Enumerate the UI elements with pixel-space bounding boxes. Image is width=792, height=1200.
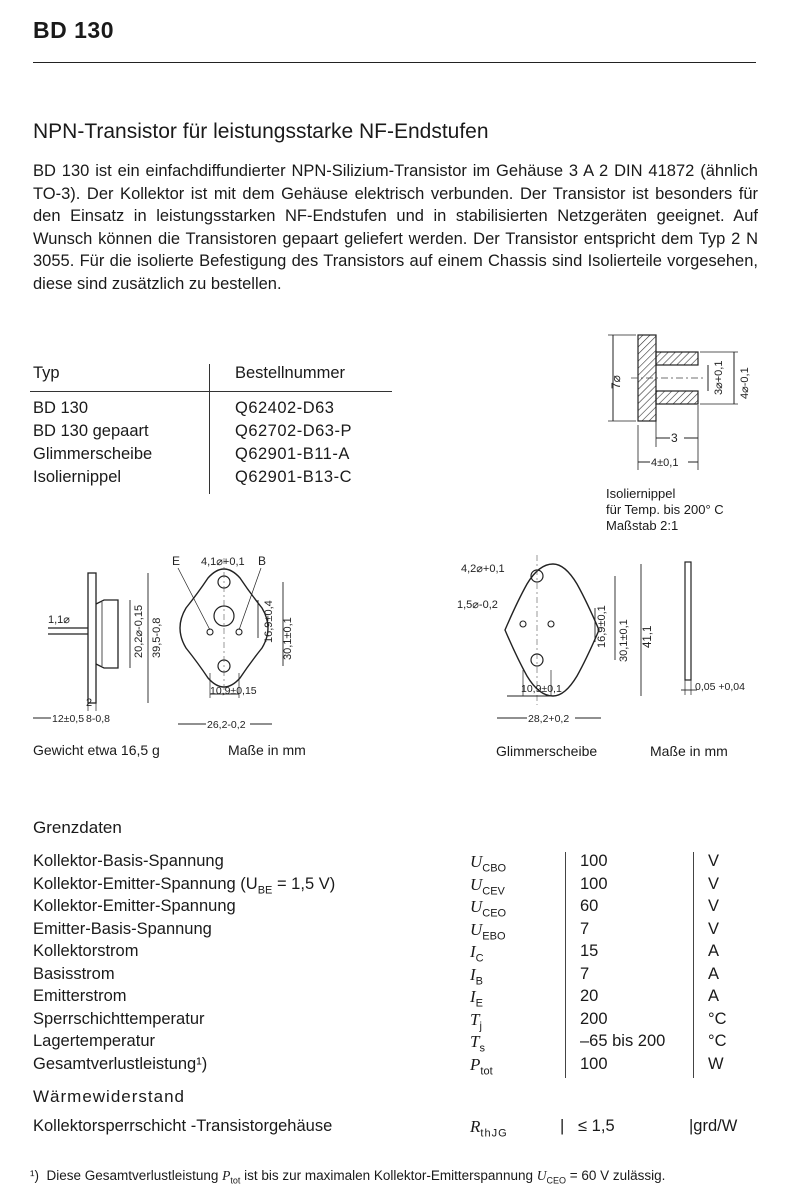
- limit-unit: W: [708, 1054, 724, 1073]
- footnote-text: Diese Gesamtverlustleistung: [46, 1168, 223, 1183]
- nipple-caption: [606, 486, 724, 534]
- limits-row: [0, 875, 792, 898]
- limit-value: 7: [580, 964, 590, 983]
- limit-symbol: $P_{tot}$: [470, 1054, 493, 1077]
- limit-name: Kollektor-Emitter-Spannung ($U_{BE} = 1,5$ V): [33, 874, 336, 896]
- order-table-type-header: Typ: [33, 364, 60, 382]
- nipple-flange-width-label: 3: [671, 431, 678, 445]
- limit-symbol: $U_{CEV}$: [470, 874, 505, 897]
- footnote: [30, 1168, 760, 1189]
- nipple-sleeve-top: [656, 352, 698, 365]
- mica-pin-spacing-label: 16,9±0,1: [596, 605, 608, 648]
- limits-row: [0, 965, 792, 988]
- footnote-text: = 60 V zulässig.: [566, 1168, 666, 1183]
- limit-unit: °C: [708, 1032, 727, 1050]
- limits-row: [0, 1010, 792, 1033]
- mica-washer-drawing: [455, 550, 765, 735]
- limit-unit: A: [708, 987, 720, 1005]
- mica-hole-label: 4,2⌀+0,1: [461, 563, 505, 575]
- order-type-cell: Isoliernippel: [33, 468, 122, 486]
- limits-row: [0, 942, 792, 965]
- footnote-symbol: U: [536, 1168, 547, 1183]
- pin-diameter-label: 1,1⌀: [48, 614, 70, 626]
- limit-unit: V: [708, 874, 720, 893]
- nipple-sleeve-bottom: [656, 391, 698, 404]
- limit-name: Gesamtverlustleistung¹): [33, 1054, 208, 1073]
- limit-value: 100: [580, 874, 608, 893]
- limits-row: [0, 920, 792, 943]
- limit-symbol: $I_C$: [470, 942, 484, 965]
- footnote-text: ist bis zur maximalen Kollektor-Emitterspannung: [240, 1168, 537, 1183]
- limit-value: 100: [580, 852, 608, 870]
- limit-value: 200: [580, 1009, 608, 1028]
- mica-width-label: 28,2+0,2: [528, 713, 570, 725]
- weight-caption: Gewicht etwa 16,5 g: [33, 742, 160, 758]
- mica-pin-hole-left: [520, 621, 526, 627]
- insulating-nipple-drawing: [596, 325, 766, 475]
- footnote-subscript: tot: [230, 1175, 241, 1186]
- nipple-caption-line: Isoliernippel: [606, 486, 676, 501]
- limit-name: Emitter-Basis-Spannung: [33, 919, 212, 938]
- order-number-cell: Q62901-B13-C: [235, 468, 352, 486]
- order-number-cell: Q62402-D63: [235, 399, 335, 417]
- side-view-cap: [96, 600, 118, 668]
- limit-value: 7: [580, 919, 590, 938]
- limit-unit: V: [708, 852, 720, 870]
- side-view-flange: [88, 573, 96, 703]
- nipple-outer-label: 4⌀-0,1: [739, 367, 751, 399]
- base-label: B: [258, 554, 267, 568]
- mica-side-view: [685, 562, 691, 680]
- case-height-label: 39,5-0,8: [151, 617, 163, 658]
- header-rule: [33, 62, 756, 63]
- hole-spacing-label: 30,1±0,1: [282, 617, 294, 660]
- limits-title: Grenzdaten: [33, 818, 122, 837]
- thermal-symbol: $R_{thJG}$: [470, 1117, 508, 1140]
- order-table-number-column: [235, 397, 352, 489]
- limit-symbol: $I_E$: [470, 987, 484, 1010]
- intro-paragraph: BD 130 ist ein einfachdiffundierter NPN-Silizium-Transistor im Gehäuse 3 A 2 DIN 41872 (ähnlich TO-3). Der Kollektor ist mit dem Gehäuse elektrisch verbunden. Der Transistor ist besonders für den Einsatz in leistungsstarken NF-Endstufen und in stabilisierten Netzgeräten geeignet. Auf Wunsch können die Transistoren gepaart geliefert werden. Der Transistor entspricht dem Typ 2 N 3055. Für die isolierte Befestigung des Transistors auf einem Chassis sind Isolierteile vorgesehen, diese sind zusätzlich zu bestellen.: [33, 162, 758, 293]
- order-number-cell: Q62901-B11-A: [235, 445, 350, 463]
- limit-name: Basisstrom: [33, 964, 115, 983]
- transistor-units-caption: Maße in mm: [228, 742, 306, 758]
- limit-symbol: $I_B$: [470, 964, 484, 987]
- limit-name: Kollektor-Basis-Spannung: [33, 852, 224, 870]
- thermal-name: Kollektorsperrschicht -Transistorgehäuse: [33, 1117, 333, 1135]
- order-table-type-column: [33, 397, 152, 489]
- mica-caption: Glimmerscheibe: [496, 743, 598, 759]
- limits-row: [0, 897, 792, 920]
- limit-name: Kollektor-Emitter-Spannung: [33, 897, 236, 915]
- cap-diameter-label: 20,2⌀-0,15: [133, 604, 145, 658]
- nipple-total-width-label: 4±0,1: [651, 457, 679, 469]
- order-type-cell: Glimmerscheibe: [33, 445, 153, 463]
- footnote-mark: ¹): [30, 1168, 39, 1183]
- order-table-divider: [209, 364, 210, 494]
- nipple-caption-line: Maßstab 2:1: [606, 518, 679, 533]
- mica-hole-spacing-label: 30,1±0,1: [618, 619, 630, 662]
- pin-length-label: 12±0,5 8-0,8: [52, 713, 110, 725]
- limit-value: 20: [580, 987, 599, 1005]
- limit-name: Emitterstrom: [33, 987, 127, 1005]
- case-width-label: 26,2-0,2: [207, 719, 246, 731]
- limit-symbol: $U_{CBO}$: [470, 852, 507, 875]
- limit-unit: °C: [708, 1009, 727, 1028]
- limits-row: [0, 852, 792, 875]
- footnote-subscript: CEO: [546, 1175, 566, 1186]
- limit-symbol: $U_{EBO}$: [470, 919, 506, 942]
- order-table-number-header: Bestellnummer: [235, 364, 346, 382]
- footnote-symbol: P: [222, 1168, 231, 1183]
- limit-value: 100: [580, 1054, 608, 1073]
- mica-outline: [505, 564, 599, 696]
- thermal-value: | ≤ 1,5: [560, 1117, 615, 1135]
- emitter-label: E: [172, 554, 181, 568]
- nipple-bore-label: 3⌀+0,1: [713, 360, 725, 395]
- limit-unit: V: [708, 897, 720, 915]
- mica-pin-hole-right: [548, 621, 554, 627]
- order-type-cell: BD 130 gepaart: [33, 422, 149, 440]
- thermal-unit: |grd/W: [689, 1117, 738, 1135]
- hole-diameter-label: 4,1⌀+0,1: [201, 556, 245, 568]
- limit-value: 15: [580, 942, 599, 960]
- order-table-rule: [30, 391, 392, 392]
- limit-symbol: $U_{CEO}$: [470, 897, 507, 920]
- mica-units-caption: Maße in mm: [650, 743, 728, 759]
- flange-thickness-label: 2: [86, 697, 93, 709]
- limits-row: [0, 1055, 792, 1078]
- limit-unit: V: [708, 919, 720, 938]
- limit-symbol: $T_j$: [470, 1009, 482, 1032]
- limit-name: Kollektorstrom: [33, 942, 139, 960]
- limit-value: 60: [580, 897, 599, 915]
- limit-name: Sperrschichttemperatur: [33, 1009, 205, 1028]
- part-number-title: BD 130: [33, 17, 114, 43]
- order-number-cell: Q62702-D63-P: [235, 422, 352, 440]
- limit-value: –65 bis 200: [580, 1032, 666, 1050]
- limits-row: [0, 987, 792, 1010]
- thermal-title: Wärmewiderstand: [33, 1087, 185, 1106]
- pin-spacing-width-label: 10,9±0,15: [210, 685, 257, 697]
- nipple-caption-line: für Temp. bis 200° C: [606, 502, 724, 517]
- order-type-cell: BD 130: [33, 399, 89, 417]
- section-heading: NPN-Transistor für leistungsstarke NF-Endstufen: [33, 120, 489, 143]
- mica-pinhole-label: 1,5⌀-0,2: [457, 599, 498, 611]
- thermal-row: [0, 1117, 792, 1140]
- nipple-height-label: 7⌀: [609, 375, 623, 389]
- pin-spacing-height-label: 16,9±0,4: [263, 600, 275, 643]
- limit-unit: A: [708, 964, 720, 983]
- transistor-package-drawing: [28, 548, 328, 738]
- mica-pin-width-label: 10,9±0,1: [521, 683, 562, 695]
- limit-symbol: $T_s$: [470, 1032, 485, 1055]
- mica-height-label: 41,1: [642, 625, 654, 648]
- limits-row: [0, 1032, 792, 1055]
- limit-unit: A: [708, 942, 720, 960]
- limit-name: Lagertemperatur: [33, 1032, 155, 1050]
- mica-thickness-label: 0,05 +0,04: [695, 681, 745, 693]
